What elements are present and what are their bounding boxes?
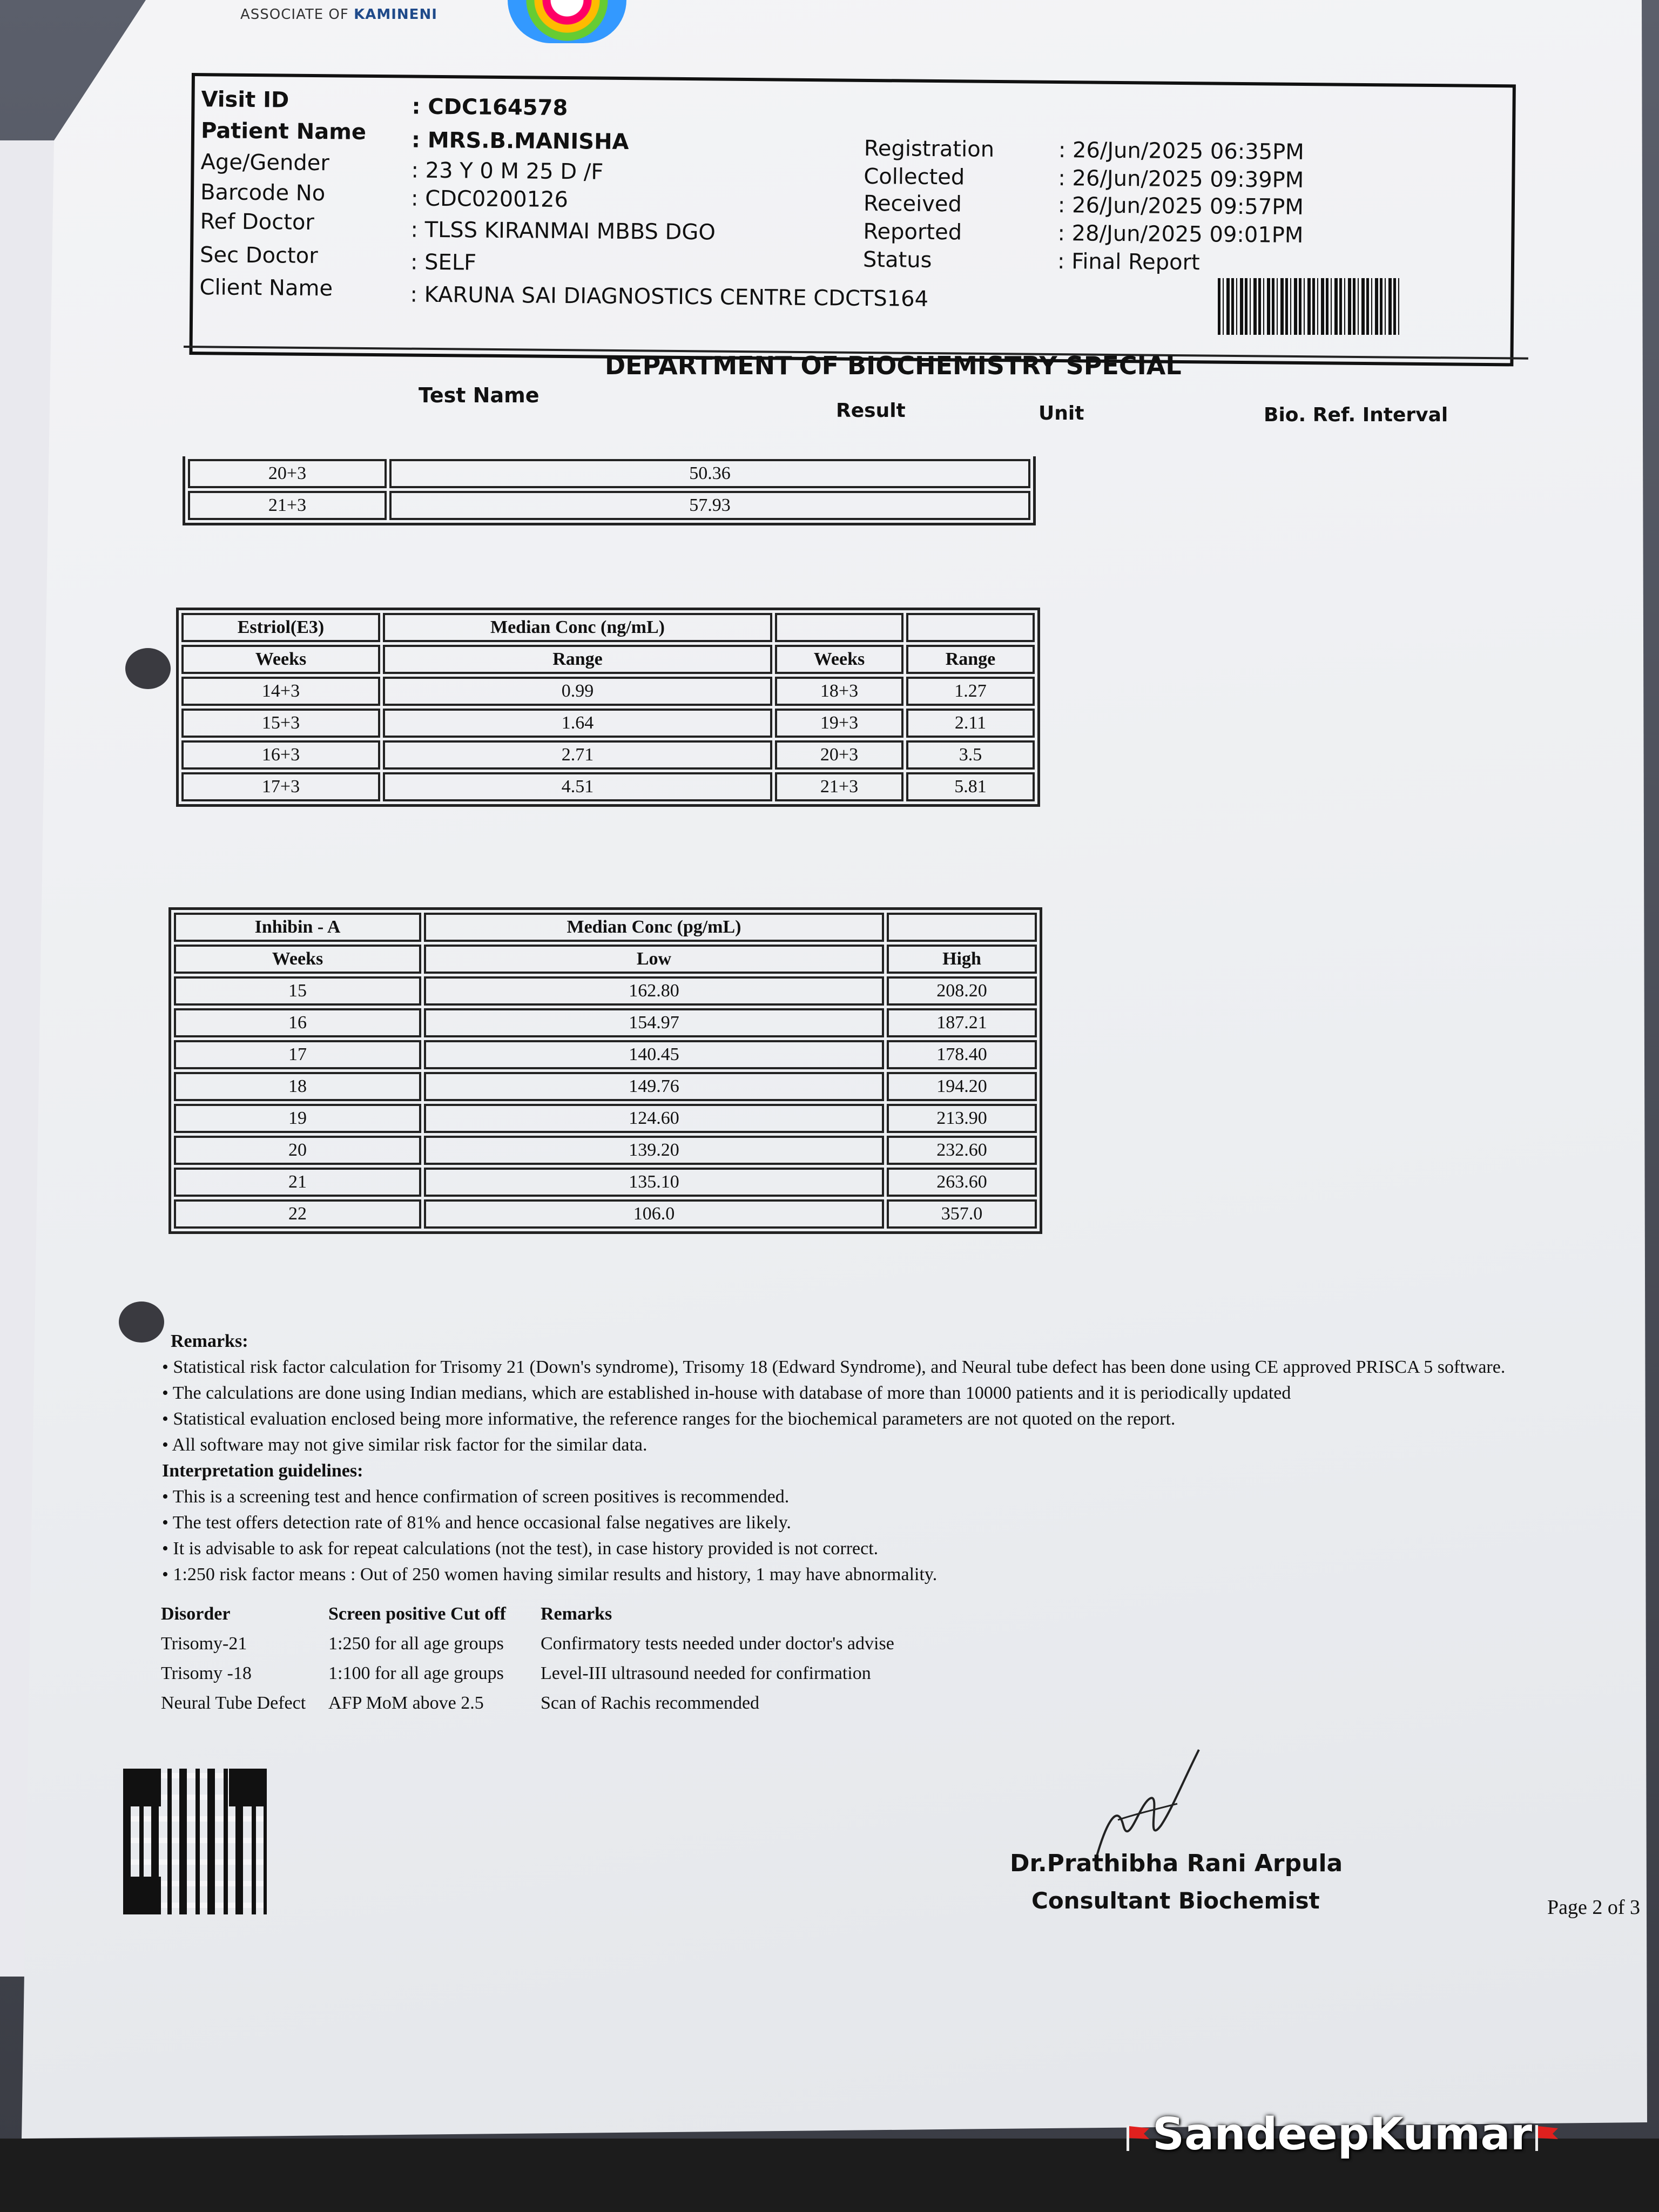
range-cell: 2.11 xyxy=(906,709,1035,738)
range-cell: 4.51 xyxy=(383,772,772,801)
value-registration: : 26/Jun/2025 06:35PM xyxy=(1058,138,1304,165)
estriol-table xyxy=(176,608,1040,807)
empty-cell xyxy=(887,913,1037,942)
label-status: Status xyxy=(862,247,932,273)
range-cell: 1.64 xyxy=(383,709,772,738)
week-cell: 15 xyxy=(174,976,421,1006)
label-collected: Collected xyxy=(864,164,965,190)
remark-item: • The calculations are done using Indian medians, which are established in-house with database of more than 10000 patients and it is periodically updated xyxy=(162,1383,1291,1403)
flag-icon xyxy=(1123,2123,1152,2152)
low-cell: 162.80 xyxy=(424,976,884,1006)
label-reported: Reported xyxy=(863,219,962,245)
week-cell: 15+3 xyxy=(181,709,380,738)
table-row xyxy=(181,613,1035,642)
remarks-title: Remarks: xyxy=(171,1331,248,1351)
value-collected: : 26/Jun/2025 09:39PM xyxy=(1058,166,1304,193)
high-cell: 187.21 xyxy=(887,1008,1037,1037)
amh-continuation-table xyxy=(183,456,1036,525)
flag-icon xyxy=(1532,2123,1561,2152)
week-cell: 17 xyxy=(174,1040,421,1069)
table-row xyxy=(174,976,1037,1006)
remark-item: • All software may not give similar risk factor for the similar data. xyxy=(162,1435,648,1455)
table-row xyxy=(174,945,1037,974)
department-title: DEPARTMENT OF BIOCHEMISTRY SPECIAL xyxy=(605,351,1182,380)
high-cell: 263.60 xyxy=(887,1168,1037,1197)
table-row xyxy=(181,709,1035,738)
value-age-gender: : 23 Y 0 M 25 D /F xyxy=(411,158,604,185)
doctor-name: Dr.Prathibha Rani Arpula xyxy=(1010,1850,1343,1877)
estriol-title: Estriol(E3) xyxy=(181,613,380,642)
low-header: Low xyxy=(424,945,884,974)
punch-hole xyxy=(119,1301,164,1343)
low-cell: 124.60 xyxy=(424,1104,884,1133)
week-cell: 18 xyxy=(174,1072,421,1101)
value-barcode: : CDC0200126 xyxy=(410,186,569,213)
value-patient-name: : MRS.B.MANISHA xyxy=(411,127,629,155)
week-cell: 20+3 xyxy=(775,740,903,770)
table-row xyxy=(174,1040,1037,1069)
label-registration: Registration xyxy=(864,136,995,162)
high-cell: 357.0 xyxy=(887,1199,1037,1229)
table-row xyxy=(174,913,1037,942)
label-ref-doctor: Ref Doctor xyxy=(200,209,315,235)
inhibin-title: Inhibin - A xyxy=(174,913,421,942)
high-header: High xyxy=(887,945,1037,974)
value-visit-id: : CDC164578 xyxy=(412,94,568,121)
interpretation-item: • This is a screening test and hence confirmation of screen positives is recommended. xyxy=(162,1487,790,1507)
weeks-header: Weeks xyxy=(174,945,421,974)
low-cell: 139.20 xyxy=(424,1136,884,1165)
week-cell: 16+3 xyxy=(181,740,380,770)
col-result: Result xyxy=(836,400,906,422)
estriol-conc-header: Median Conc (ng/mL) xyxy=(383,613,772,642)
label-client-name: Client Name xyxy=(199,275,333,301)
remark-item: • Statistical evaluation enclosed being more informative, the reference ranges for the biochemical parameters are not quoted on the report. xyxy=(162,1409,1176,1429)
disorder-name: Neural Tube Defect xyxy=(161,1693,306,1713)
value-received: : 26/Jun/2025 09:57PM xyxy=(1057,193,1304,220)
week-cell: 19+3 xyxy=(775,709,903,738)
interpretation-item: • It is advisable to ask for repeat calculations (not the test), in case history provided is not correct. xyxy=(162,1539,879,1559)
week-cell: 19 xyxy=(174,1104,421,1133)
table-row xyxy=(174,1136,1037,1165)
label-received: Received xyxy=(863,191,962,217)
range-cell: 1.27 xyxy=(906,677,1035,706)
page-number: Page 2 of 3 xyxy=(1547,1896,1641,1919)
disorder-remark: Level-III ultrasound needed for confirmation xyxy=(541,1663,871,1683)
value-client-name: : KARUNA SAI DIAGNOSTICS CENTRE CDCTS164 xyxy=(410,282,929,312)
week-cell: 14+3 xyxy=(181,677,380,706)
week-cell: 17+3 xyxy=(181,772,380,801)
signature-mark xyxy=(1085,1739,1204,1869)
inhibin-table xyxy=(168,907,1042,1234)
table-row xyxy=(174,1199,1037,1229)
value-cell: 57.93 xyxy=(389,491,1030,520)
interpretation-item: • 1:250 risk factor means : Out of 250 women having similar results and history, 1 may have abnormality. xyxy=(162,1564,938,1584)
disorder-remarks-header: Remarks xyxy=(541,1604,612,1624)
brand-logo: ASSOCIATE OF KAMINENI xyxy=(240,6,437,23)
low-cell: 135.10 xyxy=(424,1168,884,1197)
table-row xyxy=(174,1104,1037,1133)
label-patient-name: Patient Name xyxy=(200,118,367,145)
interpretation-item: • The test offers detection rate of 81% and hence occasional false negatives are likely. xyxy=(162,1513,791,1533)
table-row xyxy=(174,1168,1037,1197)
remarks-section xyxy=(162,1328,1545,1588)
barcode-image xyxy=(1218,278,1401,335)
value-cell: 50.36 xyxy=(389,459,1030,488)
low-cell: 154.97 xyxy=(424,1008,884,1037)
disorder-name: Trisomy-21 xyxy=(161,1634,247,1654)
qr-code xyxy=(123,1769,267,1914)
table-row xyxy=(181,772,1035,801)
high-cell: 208.20 xyxy=(887,976,1037,1006)
range-header: Range xyxy=(906,645,1035,674)
col-unit: Unit xyxy=(1038,402,1084,424)
value-status: : Final Report xyxy=(1057,249,1200,275)
week-cell: 18+3 xyxy=(775,677,903,706)
label-barcode: Barcode No xyxy=(200,180,326,206)
week-cell: 22 xyxy=(174,1199,421,1229)
value-sec-doctor: : SELF xyxy=(410,249,477,275)
range-cell: 0.99 xyxy=(383,677,772,706)
cutoff-header: Screen positive Cut off xyxy=(328,1604,506,1624)
cutoff-value: AFP MoM above 2.5 xyxy=(328,1693,484,1713)
inhibin-conc-header: Median Conc (pg/mL) xyxy=(424,913,884,942)
range-cell: 5.81 xyxy=(906,772,1035,801)
week-cell: 21+3 xyxy=(775,772,903,801)
label-age-gender: Age/Gender xyxy=(200,150,330,176)
empty-cell xyxy=(906,613,1035,642)
remark-item: • Statistical risk factor calculation for Trisomy 21 (Down's syndrome), Trisomy 18 (Edward Syndrome), and Neural tube defect has been done using CE approved PRISCA 5 software. xyxy=(162,1357,1506,1377)
disorder-remark: Confirmatory tests needed under doctor's advise xyxy=(541,1634,894,1654)
table-row xyxy=(188,491,1030,520)
high-cell: 178.40 xyxy=(887,1040,1037,1069)
col-ref-interval: Bio. Ref. Interval xyxy=(1264,404,1448,426)
high-cell: 194.20 xyxy=(887,1072,1037,1101)
disorder-name: Trisomy -18 xyxy=(161,1663,252,1683)
label-visit-id: Visit ID xyxy=(201,87,289,113)
value-reported: : 28/Jun/2025 09:01PM xyxy=(1057,221,1304,248)
low-cell: 140.45 xyxy=(424,1040,884,1069)
week-cell: 20+3 xyxy=(188,459,387,488)
table-row xyxy=(181,645,1035,674)
interpretation-title: Interpretation guidelines: xyxy=(162,1461,363,1481)
range-cell: 2.71 xyxy=(383,740,772,770)
table-row xyxy=(174,1008,1037,1037)
weeks-header: Weeks xyxy=(181,645,380,674)
table-row xyxy=(188,459,1030,488)
watermark-text: SandeepKumar xyxy=(1152,2109,1533,2160)
low-cell: 106.0 xyxy=(424,1199,884,1229)
empty-cell xyxy=(775,613,903,642)
week-cell: 21+3 xyxy=(188,491,387,520)
table-row xyxy=(181,740,1035,770)
label-sec-doctor: Sec Doctor xyxy=(199,242,318,269)
doctor-title: Consultant Biochemist xyxy=(1031,1887,1320,1914)
value-ref-doctor: : TLSS KIRANMAI MBBS DGO xyxy=(410,217,716,245)
table-row xyxy=(181,677,1035,706)
range-cell: 3.5 xyxy=(906,740,1035,770)
high-cell: 213.90 xyxy=(887,1104,1037,1133)
disorder-remark: Scan of Rachis recommended xyxy=(541,1693,760,1713)
col-test-name: Test Name xyxy=(419,383,539,407)
low-cell: 149.76 xyxy=(424,1072,884,1101)
week-cell: 16 xyxy=(174,1008,421,1037)
high-cell: 232.60 xyxy=(887,1136,1037,1165)
disorder-header: Disorder xyxy=(161,1604,231,1624)
table-row xyxy=(174,1072,1037,1101)
cutoff-value: 1:100 for all age groups xyxy=(328,1663,504,1683)
range-header: Range xyxy=(383,645,772,674)
week-cell: 21 xyxy=(174,1168,421,1197)
week-cell: 20 xyxy=(174,1136,421,1165)
punch-hole xyxy=(125,648,171,689)
cutoff-value: 1:250 for all age groups xyxy=(328,1634,504,1654)
weeks-header: Weeks xyxy=(775,645,903,674)
watermark xyxy=(1123,2109,1561,2160)
